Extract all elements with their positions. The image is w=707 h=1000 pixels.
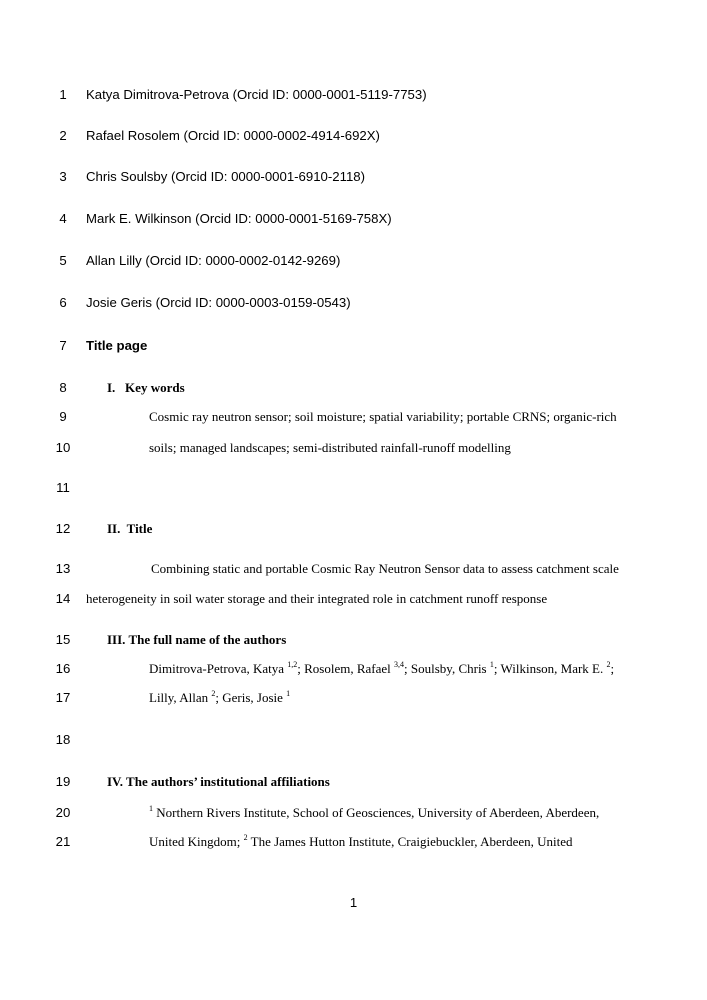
line-number: 18 <box>55 732 71 747</box>
punctuation: ; <box>610 661 615 676</box>
author-orcid-line: Josie Geris (Orcid ID: 0000-0003-0159-0543) <box>86 295 351 310</box>
author-name: ; Geris, Josie <box>215 690 287 705</box>
line-number: 21 <box>55 834 71 849</box>
line-number: 13 <box>55 561 71 576</box>
affiliation-superscript: 1 <box>489 659 494 669</box>
line-number: 4 <box>59 211 67 226</box>
affiliation-superscript: 3,4 <box>394 659 405 669</box>
author-orcid-line: Chris Soulsby (Orcid ID: 0000-0001-6910-2118) <box>86 169 366 184</box>
line-number: 14 <box>55 591 71 606</box>
author-name: Dimitrova-Petrova, Katya <box>149 661 288 676</box>
line-number: 5 <box>59 253 67 268</box>
affiliation-superscript: 2 <box>606 659 611 669</box>
affiliation-name: Northern Rivers Institute, School of Geosciences, University of Aberdeen, Aberdeen, <box>153 805 600 820</box>
affiliation-superscript: 1 <box>149 803 153 813</box>
affiliation-text <box>149 805 599 821</box>
affiliation-name: United Kingdom; <box>149 834 244 849</box>
page-number: 1 <box>349 895 358 910</box>
line-number: 10 <box>55 440 71 455</box>
paper-title-text: heterogeneity in soil water storage and their integrated role in catchment runoff response <box>86 591 548 606</box>
title-page-heading: Title page <box>86 338 148 353</box>
affiliation-superscript: 2 <box>211 688 216 698</box>
affiliation-superscript: 1,2 <box>287 659 298 669</box>
section-heading-affiliations: IV. The authors’ institutional affiliations <box>107 774 330 789</box>
line-number: 8 <box>59 380 67 395</box>
line-number: 9 <box>59 409 67 424</box>
keywords-text: soils; managed landscapes; semi-distributed rainfall-runoff modelling <box>149 440 511 455</box>
line-number: 11 <box>56 480 70 495</box>
line-number: 15 <box>55 632 71 647</box>
line-number: 3 <box>59 169 67 184</box>
line-number: 20 <box>55 805 71 820</box>
line-number: 12 <box>55 521 71 536</box>
line-number: 19 <box>55 774 71 789</box>
author-orcid-line: Rafael Rosolem (Orcid ID: 0000-0002-4914-692X) <box>86 128 380 143</box>
author-orcid-line: Mark E. Wilkinson (Orcid ID: 0000-0001-5169-758X) <box>86 211 392 226</box>
line-number: 6 <box>59 295 67 310</box>
line-number: 7 <box>59 338 67 353</box>
section-heading-title: II. Title <box>107 521 153 536</box>
keywords-text: Cosmic ray neutron sensor; soil moisture; spatial variability; portable CRNS; organic-rich <box>149 409 617 424</box>
affiliation-name: The James Hutton Institute, Craigiebuckler, Aberdeen, United <box>247 834 573 849</box>
line-number: 2 <box>59 128 67 143</box>
affiliation-superscript: 2 <box>243 832 248 842</box>
author-orcid-line: Allan Lilly (Orcid ID: 0000-0002-0142-9269) <box>86 253 341 268</box>
author-name: Lilly, Allan <box>149 690 212 705</box>
author-orcid-line: Katya Dimitrova-Petrova (Orcid ID: 0000-0001-5119-7753) <box>86 87 427 102</box>
section-heading-keywords: I. Key words <box>107 380 185 395</box>
author-name: ; Wilkinson, Mark E. <box>493 661 607 676</box>
author-list <box>149 690 290 706</box>
author-name: ; Soulsby, Chris <box>404 661 490 676</box>
affiliation-text <box>149 834 573 850</box>
affiliation-superscript: 1 <box>286 688 291 698</box>
paper-title-text: Combining static and portable Cosmic Ray Neutron Sensor data to assess catchment scale <box>151 561 619 576</box>
line-number: 16 <box>55 661 71 676</box>
section-heading-authors: III. The full name of the authors <box>107 632 287 647</box>
line-number: 1 <box>59 87 67 102</box>
author-name: ; Rosolem, Rafael <box>297 661 395 676</box>
line-number: 17 <box>55 690 71 705</box>
author-list <box>149 661 614 677</box>
